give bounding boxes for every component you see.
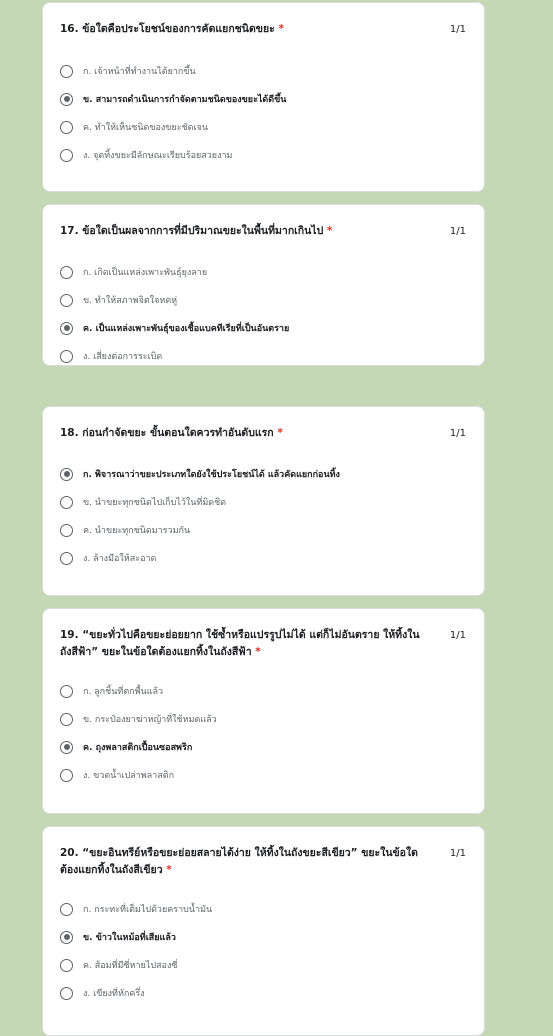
option-d[interactable]: [60, 544, 460, 572]
option-b[interactable]: [60, 705, 460, 733]
radio-button[interactable]: [60, 266, 73, 279]
option-label: ค. ทำให้เห็นชนิดของขยะชัดเจน: [83, 123, 208, 133]
option-a[interactable]: [60, 258, 460, 286]
option-a[interactable]: [60, 57, 460, 85]
radio-button[interactable]: [60, 350, 73, 363]
question-title: 19. “ขยะทั่วไปคือขยะย่อยยาก ใช้ซ้ำหรือแปรรูปไม่ได้ แต่ก็ไม่อันตราย ให้ทิ้งในถังสีฟ้า” ขยะในข้อใดต้องแยกทิ้งในถังสีฟ้า *: [60, 629, 420, 658]
radio-button[interactable]: [60, 959, 73, 972]
option-label: ง. จุดทิ้งขยะมีลักษณะเรียบร้อยสวยงาม: [83, 151, 233, 161]
question-card-18: [42, 406, 485, 596]
option-d[interactable]: [60, 342, 460, 370]
question-title: 16. ข้อใดคือประโยชน์ของการคัดแยกชนิดขยะ *: [60, 23, 284, 35]
radio-button[interactable]: [60, 121, 73, 134]
option-label: ข. ข้าวในหม้อที่เสียแล้ว: [83, 933, 176, 943]
option-label: ง. ล้างมือให้สะอาด: [83, 554, 157, 564]
option-c[interactable]: [60, 314, 460, 342]
radio-button-selected[interactable]: [60, 741, 73, 754]
question-score: 1/1: [449, 226, 466, 237]
question-card-20: [42, 826, 485, 1036]
option-label: ข. ทำให้สภาพจิตใจหดหู่: [83, 296, 178, 306]
radio-button[interactable]: [60, 496, 73, 509]
radio-button[interactable]: [60, 987, 73, 1000]
option-c[interactable]: [60, 113, 460, 141]
question-card-16: [42, 2, 485, 192]
option-b[interactable]: [60, 923, 460, 951]
question-score: 1/1: [449, 848, 466, 859]
option-c[interactable]: [60, 733, 460, 761]
option-label: ก. กระทะที่เต็มไปด้วยคราบน้ำมัน: [83, 905, 213, 915]
option-label: ก. เจ้าหน้าที่ทำงานได้ยากขึ้น: [83, 67, 196, 77]
option-d[interactable]: [60, 141, 460, 169]
radio-button-selected[interactable]: [60, 322, 73, 335]
option-a[interactable]: [60, 677, 460, 705]
option-label: ค. ส้อมที่มีซี่หายไปสองซี่: [83, 961, 178, 971]
option-b[interactable]: [60, 488, 460, 516]
question-title: 17. ข้อใดเป็นผลจากการที่มีปริมาณขยะในพื้นที่มากเกินไป *: [60, 225, 333, 237]
option-label: ข. สามารถดำเนินการกำจัดตามชนิดของขยะได้ดีขึ้น: [83, 95, 287, 105]
question-card-17: [42, 204, 485, 366]
options-list: [60, 57, 460, 169]
options-list: [60, 258, 460, 370]
option-b[interactable]: [60, 85, 460, 113]
radio-button[interactable]: [60, 713, 73, 726]
option-label: ก. ลูกชิ้นที่ตกพื้นแล้ว: [83, 687, 164, 697]
required-mark: *: [166, 864, 172, 876]
option-label: ง. เขียงที่หักครึ่ง: [83, 989, 145, 999]
option-label: ค. นำขยะทุกชนิดมารวมกัน: [83, 526, 191, 536]
option-a[interactable]: [60, 895, 460, 923]
radio-button-selected[interactable]: [60, 93, 73, 106]
options-list: [60, 895, 460, 1007]
option-c[interactable]: [60, 951, 460, 979]
radio-button[interactable]: [60, 524, 73, 537]
option-d[interactable]: [60, 979, 460, 1007]
option-a[interactable]: [60, 460, 460, 488]
radio-button[interactable]: [60, 903, 73, 916]
radio-button[interactable]: [60, 294, 73, 307]
question-title: 20. “ขยะอินทรีย์หรือขยะย่อยสลายได้ง่าย ให้ทิ้งในถังขยะสีเขียว” ขยะในข้อใดต้องแยกทิ้งในถังสีเขียว *: [60, 847, 418, 876]
required-mark: *: [326, 225, 333, 237]
option-label: ก. พิจารณาว่าขยะประเภทใดยังใช้ประโยชน์ได้ แล้วคัดแยกก่อนทิ้ง: [83, 470, 340, 480]
option-c[interactable]: [60, 516, 460, 544]
option-label: ข. กระป๋องยาฆ่าหญ้าที่ใช้หมดแล้ว: [83, 715, 217, 725]
radio-button[interactable]: [60, 769, 73, 782]
options-list: [60, 677, 460, 789]
radio-button[interactable]: [60, 552, 73, 565]
required-mark: *: [255, 646, 261, 658]
question-title: 18. ก่อนกำจัดขยะ ขั้นตอนใดควรทำอันดับแรก *: [60, 427, 283, 439]
question-score: 1/1: [449, 630, 466, 641]
options-list: [60, 460, 460, 572]
option-label: ก. เกิดเป็นแหล่งเพาะพันธุ์ยุงลาย: [83, 268, 208, 278]
option-d[interactable]: [60, 761, 460, 789]
radio-button-selected[interactable]: [60, 468, 73, 481]
option-label: ข. นำขยะทุกชนิดไปเก็บไว้ในที่มิดชิด: [83, 498, 227, 508]
required-mark: *: [278, 23, 284, 35]
question-score: 1/1: [449, 24, 466, 35]
question-score: 1/1: [449, 428, 466, 439]
option-label: ง. เสี่ยงต่อการระเบิด: [83, 352, 163, 362]
option-label: ค. ถุงพลาสติกเปื้อนซอสพริก: [83, 743, 193, 753]
option-label: ค. เป็นแหล่งเพาะพันธุ์ของเชื้อแบคทีเรียที่เป็นอันตราย: [83, 324, 290, 334]
radio-button-selected[interactable]: [60, 931, 73, 944]
question-card-19: [42, 608, 485, 814]
radio-button[interactable]: [60, 149, 73, 162]
radio-button[interactable]: [60, 65, 73, 78]
required-mark: *: [277, 427, 283, 439]
option-b[interactable]: [60, 286, 460, 314]
option-label: ง. ขวดน้ำเปล่าพลาสติก: [83, 771, 175, 781]
radio-button[interactable]: [60, 685, 73, 698]
